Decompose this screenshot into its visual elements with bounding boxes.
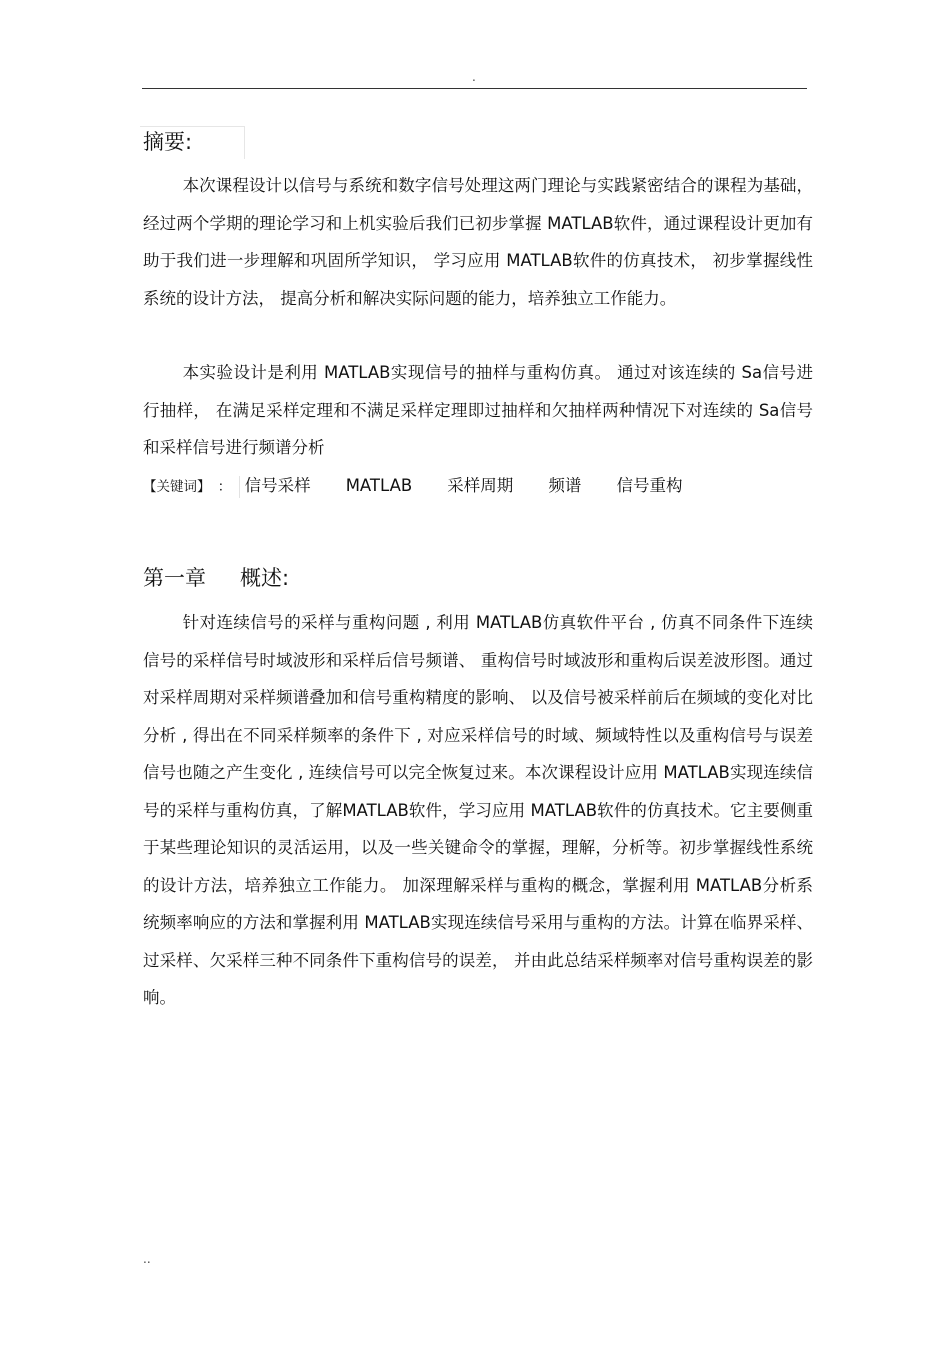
chapter-1-text: 针对连续信号的采样与重构问题 , 利用 MATLAB仿真软件平台 , 仿真不同条件下连续信号的采样信号时域波形和采样后信号频谱、 重构信号时域波形和重构后误差波形图。通过对采样周期对采样频谱叠加和信号重构精度的影响、 以及信号被采样前后在频域的变化对比分析 , 得出在不同采样频率的条件下 , 对应采样信号的时域、频域特性以及重构信号与误差信号也随之产生变化 , 连续信号可以完全恢复过来。本次课程设计应用 MATLAB实现连续信号的采样与重构仿真，了解MATLAB软件，学习应用 MATLAB软件的仿真技术。它主要侧重于某些理论知识的灵活运用，以及一些关键命令的掌握，理解，分析等。初步掌握线性系统的设计方法，培养独立工作能力。 加深理解采样与重构的概念，掌握利用 MATLAB分析系统频率响应的方法和掌握利用 MATLAB实现连续信号采用与重构的方法。计算在临界采样、过采样、欠采样三种不同条件下重构信号的误差， 并由此总结采样频率对信号重构误差的影响。 — [143, 613, 813, 1007]
chapter-1-title — [143, 563, 289, 593]
chapter-1-heading-text: 概述: — [240, 566, 290, 590]
keyword-item: 信号重构 — [616, 476, 683, 495]
header-mark: . — [472, 70, 476, 84]
keywords-separator: ： — [211, 476, 240, 498]
keywords-line — [143, 470, 712, 502]
keywords-label: 【关键词】 — [143, 479, 211, 495]
chapter-1-paragraph — [143, 604, 813, 1017]
keyword-item: 采样周期 — [447, 476, 514, 495]
header-rule — [142, 88, 807, 89]
keyword-item: MATLAB — [345, 476, 413, 495]
footer-mark: .. — [143, 1252, 151, 1266]
abstract-paragraph-1 — [143, 167, 813, 317]
abstract-paragraph-2 — [143, 354, 813, 467]
abstract-text-1: 本次课程设计以信号与系统和数字信号处理这两门理论与实践紧密结合的课程为基础，经过两个学期的理论学习和上机实验后我们已初步掌握 MATLAB软件，通过课程设计更加有助于我们进一步理解和巩固所学知识， 学习应用 MATLAB软件的仿真技术， 初步掌握线性系统的设计方法， 提高分析和解决实际问题的能力，培养独立工作能力。 — [143, 176, 813, 308]
keyword-item: 信号采样 — [244, 476, 311, 495]
chapter-1-number: 第一章 — [143, 566, 206, 590]
abstract-title: 摘要: — [143, 130, 193, 154]
abstract-text-2: 本实验设计是利用 MATLAB实现信号的抽样与重构仿真。 通过对该连续的 Sa信号进行抽样， 在满足采样定理和不满足采样定理即过抽样和欠抽样两种情况下对连续的 Sa信号和采样信号进行频谱分析 — [143, 363, 813, 457]
keyword-item: 频谱 — [548, 476, 582, 495]
